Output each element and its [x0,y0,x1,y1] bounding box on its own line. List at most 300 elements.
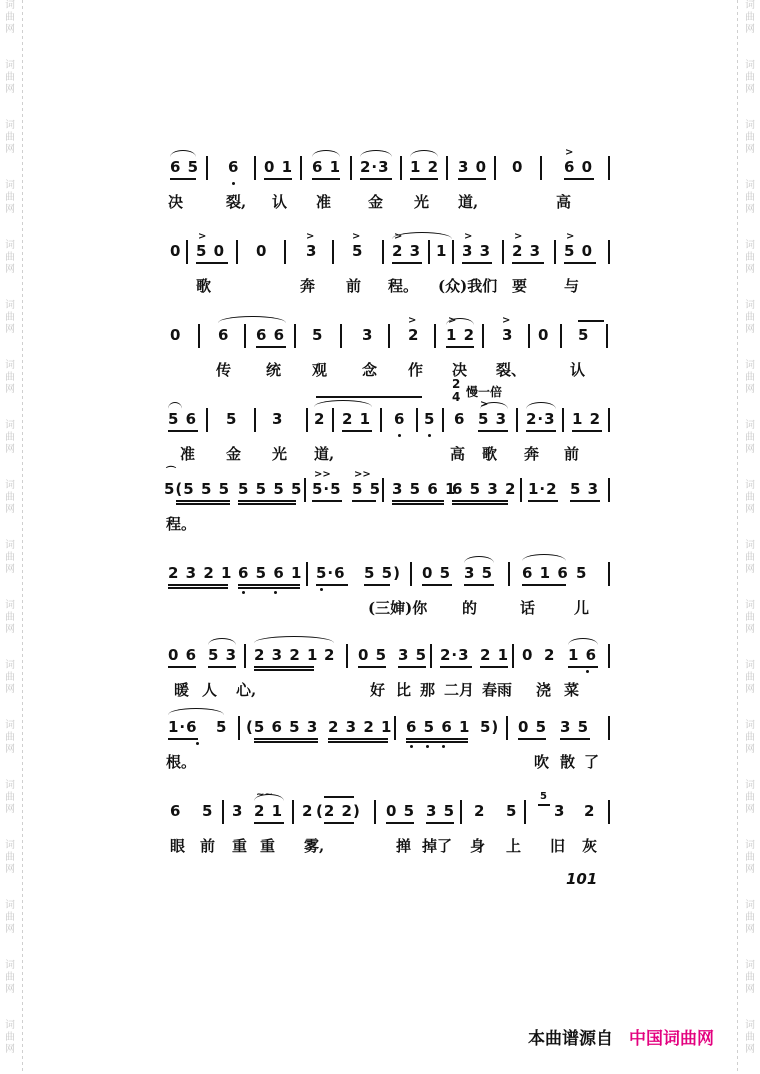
grace-line [538,804,550,806]
lyric: 光 [272,445,288,463]
notes-row [160,564,620,590]
note-group: 6 [170,802,182,820]
lyric: 裂、 [496,361,527,379]
watermark-text: 词 曲 网 [5,240,15,275]
note-group: 2 [544,646,556,664]
underline [254,741,318,743]
underline [168,584,228,586]
underline [452,503,508,505]
lyric: 决 [452,361,468,379]
lyric: 暖 [174,681,190,699]
underline [168,738,198,740]
note-group: 0 5 [518,718,548,736]
source-label: 本曲谱源自 [528,1029,613,1049]
note-group: 2 3 [392,242,422,260]
note-group: 0 5 [386,802,416,820]
underline [518,738,546,740]
note-group: 3 [272,410,284,428]
underline [254,666,314,668]
lyric: 高 [556,193,572,211]
note-group: 6 [454,410,466,428]
note-group: 5 5) [364,564,401,582]
lyric: 掉了 [422,837,453,855]
note-group: 6 5 6 1 [238,564,303,582]
underline [564,178,594,180]
underline [264,178,292,180]
barline [608,716,610,740]
underline [458,178,486,180]
lyric: 作 [408,361,424,379]
slur [410,150,438,157]
note-group: 6 [218,326,230,344]
watermark-text: 词 曲 网 [745,60,755,95]
barline [254,408,256,432]
watermark-text: 词 曲 网 [5,60,15,95]
lyric: 了 [584,753,600,771]
note-group: 3 5 [426,802,456,820]
note-group: 2 3 [512,242,542,260]
note-group: 0 [538,326,550,344]
lyric: 前 [346,277,362,295]
note-group: 0 5 [422,564,452,582]
barline [332,408,334,432]
note-group: 5 6 [168,410,198,428]
underline [352,500,376,502]
left-dashed-margin-line [22,0,23,1074]
underline [512,262,544,264]
note-group: 2 [408,326,420,344]
underline [254,738,318,740]
underline [570,500,600,502]
note-group: 5 5 5 5 [238,480,303,498]
lyric: 二月 [444,681,475,699]
barline [388,324,390,348]
note-group: 5 [226,410,238,428]
note-group: 2 3 2 1 [328,718,393,736]
left-watermark-column [2,0,18,1074]
note-group: 3 0 [458,158,488,176]
note-group: 5 [506,802,518,820]
barline [254,156,256,180]
note-group: 0 [170,242,182,260]
lyric: 认 [570,361,586,379]
barline [608,478,610,502]
note-group: 2 [314,410,326,428]
note-group: 3 5 [560,718,590,736]
note-group: 5·5 [312,480,342,498]
underline [422,584,452,586]
watermark-text: 词 曲 网 [745,180,755,215]
lyrics-row [160,752,620,774]
underline [440,666,472,668]
barline [244,324,246,348]
barline [482,324,484,348]
trill-mark: ~~ [256,789,273,800]
accent-mark: > [448,315,457,326]
underline [426,822,454,824]
lyric: 念 [362,361,378,379]
note-group: 1 [436,242,448,260]
watermark-text: 词 曲 网 [5,660,15,695]
note-group: 5 [576,564,588,582]
barline [508,562,510,586]
barline [460,800,462,824]
note-group: 6 5 6 1 [406,718,471,736]
lyric: 春雨 [482,681,513,699]
watermark-text: 词 曲 网 [745,0,755,35]
lyrics-row [160,598,620,620]
note-group: 0 [170,326,182,344]
lyric: 奔 [524,445,540,463]
watermark-text: 词 曲 网 [745,120,755,155]
note-group: 3 3 [462,242,492,260]
lyric: 前 [200,837,216,855]
slur [218,316,286,323]
note-group: 0 [256,242,268,260]
watermark-text: 词 曲 网 [745,240,755,275]
note-group: 3 5 6 1 [392,480,457,498]
barline [284,240,286,264]
lyric: 浇 [536,681,552,699]
watermark-text: 词 曲 网 [745,300,755,335]
note-group: 3 [502,326,514,344]
watermark-text: 词 曲 网 [745,660,755,695]
note-group: 3 5 [398,646,428,664]
underline [168,666,196,668]
watermark-text: 词 曲 网 [745,360,755,395]
slur [522,554,566,561]
barline [382,478,384,502]
barline [608,800,610,824]
slur [208,638,236,645]
barline [528,324,530,348]
underline [410,178,438,180]
octave-dot [320,588,323,591]
barline [306,408,308,432]
barline [506,716,508,740]
barline [350,156,352,180]
barline [452,240,454,264]
lyric: 前 [564,445,580,463]
lyric: 比 [396,681,412,699]
lyrics-row [160,192,620,214]
barline [374,800,376,824]
note-group: 0 [512,158,524,176]
octave-dot [242,591,245,594]
accent-mark: >> [314,469,331,480]
lyric: 重 [260,837,276,855]
note-group: 6 0 [564,158,594,176]
barline [516,408,518,432]
watermark-text: 词 曲 网 [745,900,755,935]
lyric: 上 [506,837,522,855]
underline [196,262,228,264]
barline [606,324,608,348]
watermark-text: 词 曲 网 [5,1020,15,1055]
barline [434,324,436,348]
watermark-text: 词 曲 网 [5,600,15,635]
underline [176,503,230,505]
barline [346,644,348,668]
lyric: 旧 [550,837,566,855]
note-group: 3 5 [464,564,494,582]
watermark-text: 词 曲 网 [745,1020,755,1055]
note-group: 0 [522,646,534,664]
barline [238,716,240,740]
lyric: 根。 [166,753,197,771]
barline [520,478,522,502]
note-group: 2 3 2 1 [254,646,319,664]
underline [238,587,300,589]
note-group: 5) [480,718,500,736]
lyric: 认 [272,193,288,211]
octave-dot [410,745,413,748]
slur [568,638,598,645]
notes-row [160,147,620,184]
lyric: 传 [216,361,232,379]
note-group: 5 3 [208,646,238,664]
underline [238,503,296,505]
watermark-text: 词 曲 网 [745,780,755,815]
lyric: 道, [314,445,335,463]
watermark-text: 词 曲 网 [5,540,15,575]
grace-note-mark: 5 [540,791,547,802]
barline [512,644,514,668]
lyric: (众)我们 [438,277,498,295]
underline [328,741,388,743]
watermark-text: 词 曲 网 [5,120,15,155]
note-group: 2 3 2 1 [168,564,233,582]
note-group: (5 6 5 3 [246,718,319,736]
lyric: 身 [470,837,486,855]
page-number: 101 [566,870,598,888]
right-dashed-margin-line [737,0,738,1074]
note-group: 6 5 3 2 [452,480,517,498]
lyric: 话 [520,599,536,617]
accent-mark: > [408,315,417,326]
barline [306,562,308,586]
underline [478,430,508,432]
watermark-text: 词 曲 网 [5,420,15,455]
lyric: 与 [564,277,580,295]
lyric: 奔 [300,277,316,295]
note-group: 5 [578,326,590,344]
octave-dot [442,745,445,748]
accent-mark: > [464,231,473,242]
lyric: 歌 [482,445,498,463]
barline [560,324,562,348]
barline [524,800,526,824]
slur [464,556,494,563]
barline [608,240,610,264]
lyric: 要 [512,277,528,295]
watermark-text: 词 曲 网 [5,0,15,35]
barline [206,408,208,432]
underline [312,500,342,502]
barline [300,156,302,180]
lyrics-row [160,836,620,858]
watermark-text: 词 曲 网 [5,360,15,395]
barline [294,324,296,348]
barline [502,240,504,264]
watermark-text: 词 曲 网 [5,840,15,875]
underline [406,738,468,740]
note-group: 5(5 5 5 [164,480,231,498]
barline [442,408,444,432]
lyric: 眼 [170,837,186,855]
notes-row [160,231,620,268]
octave-dot [426,745,429,748]
lyric: 那 [420,681,436,699]
watermark-text: 词 曲 网 [5,300,15,335]
watermark-text: 词 曲 网 [5,780,15,815]
watermark-text: 词 曲 网 [5,960,15,995]
barline [304,478,306,502]
note-group: 5 [202,802,214,820]
underline [522,584,566,586]
barline [430,644,432,668]
underline [364,584,390,586]
note-group: (2 2) [316,802,361,820]
lyric: 道, [458,193,479,211]
barline [428,240,430,264]
underline [564,262,596,264]
note-group: 6 1 6 [522,564,569,582]
barline [186,240,188,264]
note-group: 1·6 [168,718,198,736]
underline [312,178,340,180]
note-group: 2 [302,802,314,820]
barline [494,156,496,180]
watermark-text: 词 曲 网 [745,480,755,515]
underline [324,822,354,824]
lyric: 儿 [574,599,590,617]
tempo-text: 慢一倍 [466,385,503,399]
note-group: 2 1 [342,410,372,428]
underline [342,430,372,432]
barline [222,800,224,824]
lyric: 重 [232,837,248,855]
underline [168,430,198,432]
lyric: 准 [180,445,196,463]
accent-mark: > [394,231,403,242]
barline [540,156,542,180]
right-watermark-column [742,0,758,1074]
accent-mark: > [566,231,575,242]
barline [608,562,610,586]
accent-mark: >> [354,469,371,480]
slur [360,150,392,157]
barline [446,156,448,180]
meter-bottom: 4 [452,390,461,404]
lyric: 掸 [396,837,412,855]
note-group: 2 [474,802,486,820]
lyric: (三婶)你 [368,599,428,617]
accent-mark: > [502,315,511,326]
lyric: 雾, [304,837,325,855]
note-group: 0 5 [358,646,388,664]
note-group: 5 [312,326,324,344]
watermark-text: 词 曲 网 [745,960,755,995]
fermata-mark: ⌒ [166,467,176,478]
lyrics-row [160,276,620,298]
lyrics-row [160,360,620,382]
source-footer [528,1024,714,1049]
barline [380,408,382,432]
notes-row [160,315,620,352]
underline [360,178,392,180]
slur [168,708,224,715]
underline [254,669,314,671]
note-group: 3 [362,326,374,344]
lyric: 灰 [582,837,598,855]
note-group: 5 0 [564,242,594,260]
slur [314,400,372,407]
slur [168,402,182,409]
underline [316,584,348,586]
barline [340,324,342,348]
tie-line [316,396,422,398]
tie-line [324,796,354,798]
underline [170,178,196,180]
notes-row [160,718,620,744]
note-group: 6 [228,158,240,176]
accent-mark: > [565,147,574,158]
note-group: 6 1 [312,158,342,176]
lyric: 金 [368,193,384,211]
underline [238,500,296,502]
octave-dot [196,742,199,745]
barline [410,562,412,586]
underline [568,666,598,668]
note-group: 5 [424,410,436,428]
lyric: 金 [226,445,242,463]
lyric: 程。 [388,277,419,295]
underline [462,262,492,264]
underline [452,500,508,502]
note-group: 5 3 [570,480,600,498]
barline [236,240,238,264]
notes-row [160,646,620,672]
lyric: 散 [560,753,576,771]
note-group: 0 1 [264,158,294,176]
underline [572,430,602,432]
note-group: 1·2 [528,480,558,498]
underline [176,500,230,502]
lyric: 决 [168,193,184,211]
lyric: 裂, [226,193,247,211]
octave-dot [232,182,235,185]
note-group: 2·3 [360,158,390,176]
underline [256,346,286,348]
note-group: 2 1 [480,646,510,664]
watermark-text: 词 曲 网 [745,720,755,755]
site-name[interactable]: 中国词曲网 [629,1029,714,1049]
lyric: 观 [312,361,328,379]
underline [560,738,590,740]
barline [608,408,610,432]
underline [386,822,414,824]
watermark-text: 词 曲 网 [5,900,15,935]
note-group: 2 1 [254,802,284,820]
lyric: 好 [370,681,386,699]
note-group: 6 5 [170,158,200,176]
octave-dot [428,434,431,437]
underline [406,741,468,743]
barline [394,716,396,740]
lyrics-row [160,680,620,702]
note-group: 2 [324,646,336,664]
